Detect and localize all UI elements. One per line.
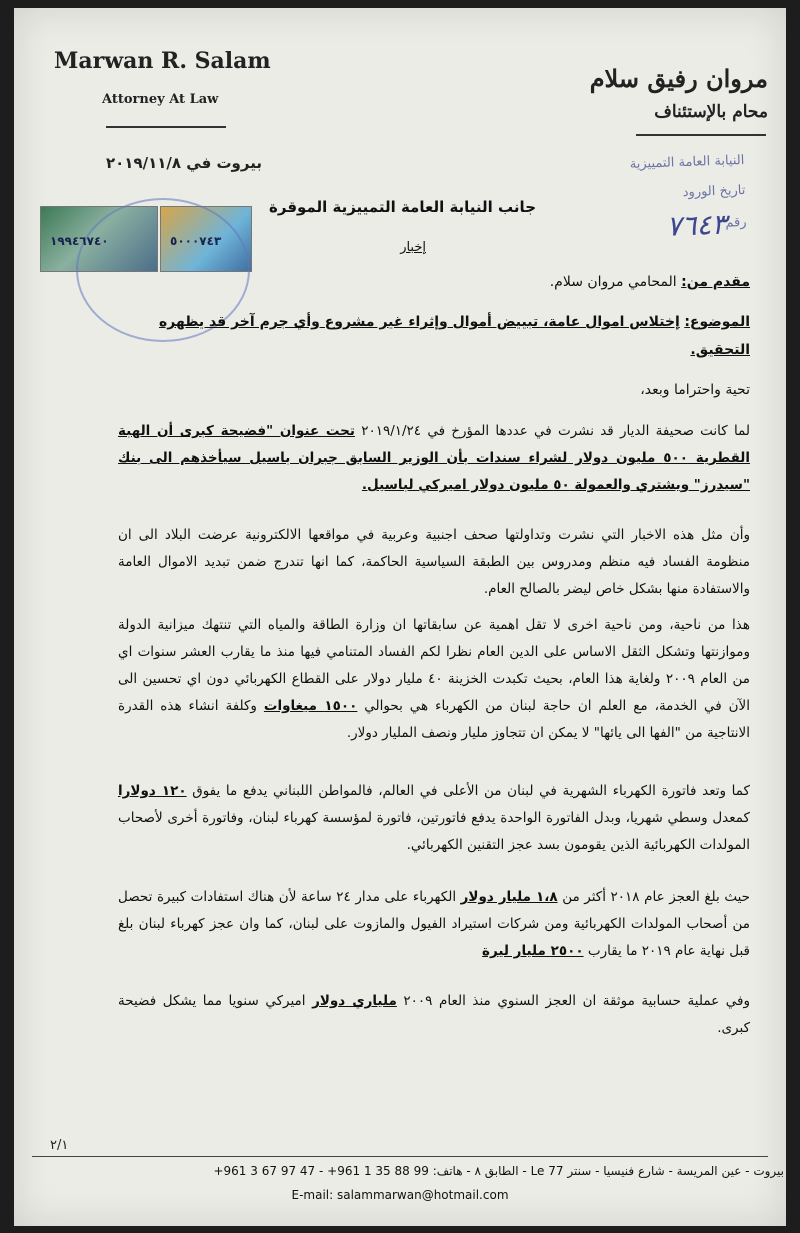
paragraph-3	[118, 612, 750, 747]
letter-page	[14, 8, 786, 1226]
greeting: تحية واحتراما وبعد،	[640, 382, 750, 398]
p1-quote: تحت عنوان "فضيحة كبرى أن الهبة القطرية ٥٠٠ مليون دولار لشراء سندات بأن الوزير السابق جبران باسيل سيأخذهم الى بنك "سيدرز" ويشتري والعمولة ٥٠ مليون دولار اميركي لباسيل.	[118, 423, 750, 493]
p4-text-c: كمعدل وسطي شهريا، وبدل الفاتورة الواحدة يدفع فاتورتين، فاتورة لمؤسسة كهرباء لبنان، وفاتورة أخرى لأصحاب المولدات الكهربائية الذين يقومون بسد عجز التقنين الكهربائي.	[118, 810, 750, 853]
footer-address: بيروت - عين المريسة - شارع فنيسيا - سنتر Le 77 - الطابق ٨ - هاتف: 99 88 35 1 961+ - 47 97 67 3 961+	[213, 1164, 784, 1178]
footer-email: E-mail: salammarwan@hotmail.com	[291, 1188, 509, 1202]
p3-text-a: هذا من ناحية، ومن ناحية اخرى لا تقل اهمية عن سابقاتها ان وزارة الطاقة والمياه التي تنتهك ميزانية الدولة وموازنتها وتشكل الثقل الاساس على الدين العام نظرا لكم الفساد المتنامي فيها منذ ما يقارب العشر سنوات اي من العام ٢٠٠٩ ولغاية هذا العام، بحيث تكبدت الخزينة ٤٠ مليار دولار على القطاع الكهربائي دون اي تحسين الى الآن في الخدمة، مع العلم ان حاجة لبنان من الكهرباء هي بحوالي	[118, 617, 751, 714]
subject-continuation	[690, 342, 750, 358]
letterhead-name-ar: مروان رفيق سلام	[589, 64, 768, 93]
stamp-line-2: تاريخ الورود	[682, 182, 746, 201]
fiscal-stamp-right-number: ٥٠٠٠٧٤٣	[170, 234, 222, 248]
stamp-handwritten-number: ٧٦٤٣	[665, 207, 728, 243]
from-value: المحامي مروان سلام.	[549, 274, 677, 290]
from-line	[550, 274, 750, 290]
footer-rule	[32, 1156, 768, 1157]
letterhead-rule-left	[106, 126, 226, 128]
page-number: ٢/١	[50, 1138, 69, 1153]
from-label: مقدم من:	[681, 274, 750, 290]
paragraph-2: وأن مثل هذه الاخبار التي نشرت وتداولتها صحف اجنبية وعربية في مواقعها الالكترونية عرضت البلاد الى ان منظومة الفساد فيه منظم ومدروس بين الطبقة السياسية الحاكمة، كما انها تندرج ضمن تبديد الاموال العامة والاستفادة منها بشكل خاص ليضر بالصالح العام.	[118, 527, 750, 597]
p3-text-c: وكلفة انشاء هذه القدرة الانتاجية من "الفها الى يائها" لا يمكن ان تتجاوز مليار ونصف المليار دولار.	[118, 698, 750, 741]
letterhead-title-ar: محام بالإستئناف	[654, 102, 768, 122]
p3-highlight: ١٥٠٠ ميغاوات	[263, 698, 358, 714]
stamp-line-1: النيابة العامة التمييزية	[629, 152, 745, 172]
paragraph-1	[118, 418, 750, 499]
addressee: جانب النيابة العامة التمييزية الموقرة	[269, 198, 536, 216]
paragraph-5	[118, 884, 750, 965]
paragraph-6	[118, 988, 750, 1042]
letterhead-title-en: Attorney At Law	[102, 92, 219, 107]
reception-stamp	[569, 153, 748, 267]
letterhead-name-en: Marwan R. Salam	[54, 48, 271, 74]
p5-highlight-2: ٢٥٠٠ مليار ليرة	[482, 943, 584, 959]
subject-line-2: التحقيق.	[690, 342, 750, 358]
p4-highlight: ١٢٠ دولارا	[118, 783, 187, 799]
p5-text-c: الكهرباء على مدار ٢٤ ساعة لأن هناك استفادات كبيرة تحصل من أصحاب المولدات الكهربائية ومن شركات استيراد الفيول والمازوت على لبنان، كما وان عجز كهرباء لبنان بلغ قبل نهاية عام ٢٠١٩ ما يقارب	[118, 889, 750, 959]
subject-line	[159, 314, 750, 330]
fiscal-stamp-left-number: ١٩٩٤٦٧٤٠	[50, 234, 109, 248]
paragraph-4	[118, 778, 750, 859]
p6-text-a: وفي عملية حسابية موثقة ان العجز السنوي منذ العام ٢٠٠٩	[403, 993, 750, 1009]
p5-highlight-1: ١،٨ مليار دولار	[460, 889, 558, 905]
subject-line-1: إختلاس اموال عامة، تبييض أموال وإثراء غير مشروع وأي جرم آخر قد يظهره	[158, 314, 680, 330]
document-type: إخبار	[400, 240, 426, 255]
p1-text: لما كانت صحيفة الديار قد نشرت في عددها المؤرخ في ٢٠١٩/١/٢٤	[361, 423, 750, 439]
p4-text-a: كما وتعد فاتورة الكهرباء الشهرية في لبنان من الأعلى في العالم، فالمواطن اللبناني يدفع ما يفوق	[192, 783, 750, 799]
p6-text-c: اميركي سنويا مما يشكل فضيحة كبرى.	[118, 993, 750, 1036]
p6-highlight: ملياري دولار	[312, 993, 397, 1009]
stamp-line-3: رقم	[725, 214, 747, 231]
letter-date: بيروت في ٢٠١٩/١١/٨	[106, 154, 262, 172]
letterhead-rule-right	[636, 134, 766, 136]
subject-label: الموضوع:	[684, 314, 750, 330]
p5-text-a: حيث بلغ العجز عام ٢٠١٨ أكثر من	[562, 889, 751, 905]
